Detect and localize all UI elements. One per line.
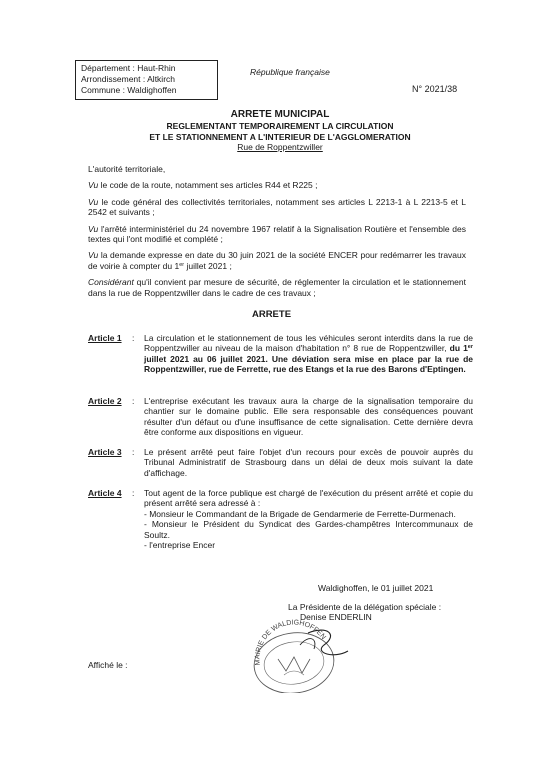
departement-line: Département : Haut-Rhin [81,63,176,73]
recipient-item: - l'entreprise Encer [144,540,216,551]
heading-title: ARRETE MUNICIPAL [230,109,330,120]
article-1-sup: er [467,344,473,351]
article-4-colon: : [132,488,135,498]
visa-3-text: l'arrêté interministériel du 24 novembre 1967 relatif à la Signalisation Routière et l'ensemble des textes qui l'ont modifié et complété ; [88,223,466,245]
heading-line-3: ET LE STATIONNEMENT A L'INTERIEUR DE L'AGGLOMERATION [149,131,411,142]
visa-1 [88,180,466,190]
visa-1-text: le code de la route, notamment ses articles R44 et R225 ; [98,180,318,191]
article-1-colon: : [132,333,135,343]
considerant-text: qu'il convient par mesure de sécurité, de réglementer la circulation et le stationnement dans la rue de Roppentzwiller dans le cadre de ces travaux ; [88,277,466,298]
visa-4 [88,250,466,271]
arrondissement-line: Arrondissement : Altkirch [81,74,176,84]
article-2-text: L'entreprise exécutant les travaux aura la charge de la signalisation temporaire du chantier sur le domaine public. Elle sera responsable des conséquences pouvant résulter d'un défaut ou d'une insuffisance de cette signalisation. Cette dernière devra être conforme aux dispositions en vigueur. [144,396,473,438]
seal-text: MAIRIE DE WALDIGHOFFEN [254,619,327,666]
visa-2 [88,197,466,218]
visa-2-lead: Vu [88,196,99,207]
recipient-item: - Monsieur le Commandant de la Brigade de Gendarmerie de Ferrette-Durmenach. [144,508,456,519]
signatory-function: La Présidente de la délégation spéciale : [288,602,442,612]
posted-on-label: Affiché le : [88,660,128,670]
article-1-label [88,333,122,343]
visa-3 [88,224,466,245]
visa-4-end: juillet 2021 ; [184,260,232,271]
visa-3-lead: Vu [88,223,99,234]
visas-section [88,164,466,304]
article-4-body: Tout agent de la force publique est chargé de l'exécution du présent arrêté et copie du présent arrêté sera adressé à : [144,488,473,509]
article-3-label: Article 3 [88,447,122,457]
recipient-list [144,509,473,551]
article-1-body: La circulation et le stationnement de tous les véhicules seront interdits dans la rue de Roppentzwiller au niveau de la maison d'habitation n° 8 rue de Roppentzwiller, [144,333,473,354]
article-1 [88,333,473,375]
visa-4-lead: Vu [88,250,99,261]
arrete-number: N° 2021/38 [412,84,458,94]
visa-1-lead: Vu [88,180,99,191]
document-heading [80,109,480,153]
article-1-bold-1: du 1 [449,343,468,354]
article-2-colon: : [132,396,135,406]
place-and-date: Waldighoffen, le 01 juillet 2021 [318,583,434,593]
article-1-bold-2: juillet 2021 au 06 juillet 2021. Une déviation sera mise en place par la rue de Roppentzwiller, rue de Ferrette, rue des Etangs et la rue des Barons d'Eptingen. [144,353,473,375]
article-3 [88,447,473,478]
heading-street: Rue de Roppentzwiller [237,142,323,152]
article-3-text: Le présent arrêté peut faire l'objet d'un recours pour excès de pouvoir auprès du Tribunal Administratif de Strasbourg dans un délai de deux mois suivant la date d'affichage. [144,447,473,478]
article-1-label-text: Article 1 [88,333,122,343]
autorite-line: L'autorité territoriale, [88,164,166,174]
recipient-item: - Monsieur le Président du Syndicat des Gardes-champêtres Intercommunaux de Soultz. [144,519,473,540]
article-4-label: Article 4 [88,488,122,498]
article-1-text [144,333,473,375]
heading-line-2: REGLEMENTANT TEMPORAIREMENT LA CIRCULATION [166,121,394,131]
republique-francaise-label: République française [250,67,330,77]
commune-line: Commune : Waldighoffen [81,85,177,95]
article-2-label: Article 2 [88,396,122,406]
considerant [88,277,466,298]
administrative-info-box [75,60,218,100]
visa-4-sup: er [179,261,185,268]
visa-4-text: la demande expresse en date du 30 juin 2021 de la société ENCER pour redémarrer les travaux de voirie à compter du 1 [88,250,466,271]
article-4 [88,488,473,550]
article-4-text [144,488,473,550]
article-3-colon: : [132,447,135,457]
considerant-lead: Considérant [88,277,134,288]
mayor-seal-stamp [238,615,358,693]
article-2 [88,396,473,438]
visa-2-text: le code général des collectivités territoriales, notamment ses articles L 2213-1 à L 2213-5 et L 2542 et suivants ; [88,196,466,218]
arrete-heading: ARRETE [251,309,292,320]
signatory-name: Denise ENDERLIN [300,612,372,623]
